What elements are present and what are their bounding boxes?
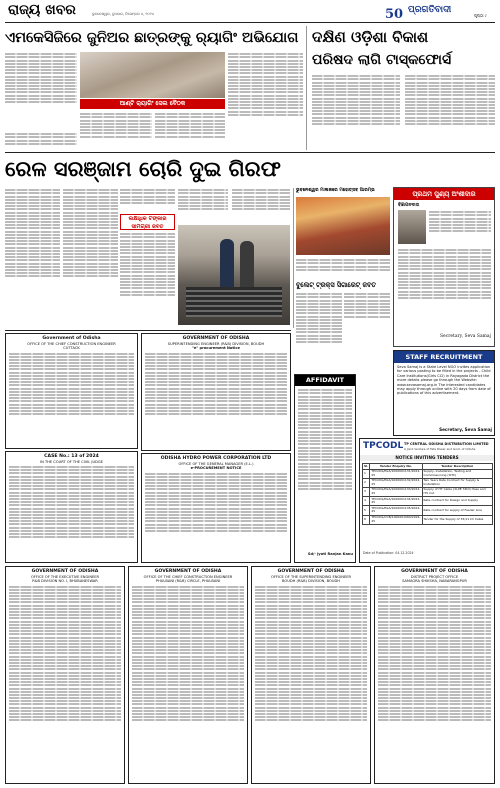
procurement-notice-sub: SUPERINTENDING ENGINEER (R&B) DIVISION, BOUDH (167, 341, 265, 346)
hydro-notice-sub2: e-PROCUREMENT NOTICE (190, 465, 242, 470)
hydro-notice-title: ODISHA HYDRO POWER CORPORATION LTD (160, 456, 272, 461)
engineer-notice (5, 333, 138, 449)
bottom-ad-1 (5, 566, 125, 784)
story3-column-3b (120, 232, 175, 328)
anniversary-signature: Secretary, Seva Samaj (439, 334, 491, 339)
bottom-ad-body (252, 583, 370, 723)
column-divider (306, 26, 307, 150)
bottom-ad-sub2: BOUDH (R&B) DIVISION, BOUDH (281, 578, 340, 583)
tpcodl-table-wrap (362, 463, 493, 525)
story3-column-2 (63, 188, 118, 328)
bottom-ad-2 (128, 566, 248, 784)
column-header: Sl. (364, 463, 369, 468)
column-divider (293, 188, 294, 328)
procurement-notice-body (142, 350, 290, 417)
anniversary-text-2 (398, 248, 491, 328)
table-cell: 3 (363, 487, 370, 496)
page-label: ପୃଷ୍ଠା ୯ (474, 13, 487, 18)
column-header: Tender Enquiry No. (370, 464, 422, 470)
table-row (363, 478, 493, 487)
story3-column-1 (5, 188, 60, 328)
story2-column-1 (312, 74, 400, 150)
story1-column-2 (80, 112, 152, 150)
bottom-ad-sub: DISTRICT PROJECT OFFICE (410, 574, 459, 579)
table-cell: Two Years Rate Contract for Supply & Installation (422, 478, 492, 487)
tpcodl-header: TP CENTRAL ODISHA DISTRIBUTION LIMITED (404, 442, 489, 446)
table-cell: TPCODL/P&S/1000001133/2024-25 (371, 487, 421, 496)
anniversary-number: 50 (385, 7, 404, 22)
table-row (363, 515, 493, 524)
affidavit-box (294, 374, 356, 563)
tpcodl-sub: A Joint Venture of Tata Power and Govt. of Odisha (404, 447, 476, 451)
table-cell: TPCODL/CCB/1000001060/2024-25 (371, 515, 421, 523)
staff-recruitment-ad (393, 350, 495, 436)
bottom-ad-sub2: SAMAGRA SHIKSHA, NABARANGPUR (402, 578, 467, 583)
bottom-ad-3 (251, 566, 371, 784)
table-cell: TPCODL/P&S/1000001132/2024-25 (371, 478, 421, 486)
paper-name: ପ୍ରଗତିବାଦୀ (408, 5, 452, 15)
festival-story (296, 258, 390, 278)
tpcodl-ad (359, 438, 495, 563)
court-notice-title: CASE No.: 13 of 2024 (44, 454, 99, 459)
first-anniversary-title: ପ୍ରଥମ ପୁଣ୍ୟ ଅଂଶୀଦାର (394, 188, 494, 200)
table-cell: 5 (363, 506, 370, 515)
anniversary-badge (385, 3, 407, 22)
procurement-notice-title: GOVERNMENT OF ODISHA (182, 336, 250, 341)
anniversary-text-1 (429, 210, 491, 244)
portrait-photo (398, 210, 426, 244)
court-notice-body (6, 464, 137, 541)
staff-ad-signature: Secretary, Seva Samaj (439, 427, 492, 432)
table-cell: 2 (363, 478, 370, 487)
story2-headline-line2: ପରିଷଦ ଲାଗି ଟାସ୍କଫୋର୍ସ (312, 52, 452, 68)
table-cell: 6 (363, 515, 370, 524)
masthead (0, 0, 500, 24)
story1-column-4 (228, 52, 303, 150)
table-cell: Rate contract for Design and Supply (422, 497, 492, 506)
bottom-ad-sub: OFFICE OF THE CHIEF CONSTRUCTION ENGINEER (143, 574, 233, 579)
procurement-notice (141, 333, 291, 451)
section-rule (5, 330, 291, 331)
bottom-ad-sub: OFFICE OF THE SUPERINTENDING ENGINEER (270, 574, 351, 579)
staff-ad-title: STAFF RECRUITMENT (394, 351, 494, 363)
festival-photo (296, 197, 390, 255)
masthead-rule (5, 22, 495, 23)
story3-subhead: ଲକ୍ଷାଧିକ ଟଙ୍କାର ସାମଗ୍ରୀ ଜବତ (120, 214, 175, 230)
table-cell: Supply, Installation, Testing and Commissioning (SITC) (422, 469, 492, 478)
bottom-ad-body (129, 583, 247, 723)
bottom-ad-body (6, 583, 124, 723)
dateline: ଭୁବନେଶ୍ୱର, ବୁଧବାର, ଡିସେମ୍ବର ୪, ୨୦୨୪ (92, 12, 154, 16)
bottom-ad-sub2: R&B DIVISION NO. I, BHUBANESWAR (32, 578, 98, 583)
engineer-notice-title: Government of Odisha (42, 336, 101, 341)
first-anniversary-box (393, 187, 495, 347)
engineer-notice-sub: OFFICE OF THE CHIEF CONSTRUCTION ENGINEER (27, 341, 116, 346)
table-cell: Tender for the Supply of 33/11 kV Cable (422, 515, 492, 524)
table-cell: TPCODL/P&S/1000001135/2024-25 (371, 505, 421, 514)
bottom-ad-title: GOVERNMENT OF ODISHA (277, 569, 345, 574)
rail-stack-image (186, 287, 282, 317)
affidavit-body (295, 387, 355, 547)
story3-photo (178, 225, 290, 325)
story3-column-4 (178, 188, 228, 223)
hydro-notice-body (142, 470, 290, 534)
bottom-ad-4 (374, 566, 495, 784)
story1-subhead: ଆଣ୍ଟି ର‌୍ୟାଗିଂ ସେଲ ବୈଠକ (80, 99, 225, 109)
bottom-ad-sub: OFFICE OF THE EXECUTIVE ENGINEER (30, 574, 100, 579)
court-notice (5, 451, 138, 563)
tpcodl-notice-title: NOTICE INVITING TENDERS (360, 455, 494, 461)
affidavit-title: AFFIDAVIT (295, 375, 355, 386)
affidavit-signature: Sd/- Jyoti Ranjan Kanu (307, 552, 353, 556)
story1-column-1 (5, 52, 77, 130)
tpcodl-table (362, 463, 493, 525)
hydro-notice-sub: OFFICE OF THE GENERAL MANAGER (E.L.) (178, 461, 254, 466)
table-cell: Rate contract for supply of Feeder Line (422, 506, 492, 515)
story2-headline-line1: ଦକ୍ଷିଣ ଓଡ଼ିଶା ବିକାଶ (312, 28, 429, 46)
story2-column-2 (405, 74, 495, 150)
table-row (363, 469, 493, 478)
staff-ad-body: Seva Samaj is a State Level NGO invites application for various posting to be filled in the projects - Child Care Institutions(Girls CCI) in Rayagada District the more details please go through the Website: www.sevasamaj.org.in The interested candidates may apply through online with 20 days from date of publications of this advertisement. (397, 365, 491, 396)
story1-headline: ଏମକେସିଜିରେ ଜୁନିଅର ଛାତ୍ରଙ୍କୁ ର‌୍ୟାଗିଂ ଅଭିଯୋଗ (5, 30, 299, 46)
bottom-ad-body (375, 583, 494, 723)
table-row (363, 487, 493, 496)
engineer-notice-body (6, 350, 137, 417)
story4-headline: ବୁଲେଟ୍ ଟ୍ରକ୍ସ ସିଗାରେଟ୍ ଜବତ (296, 281, 377, 289)
table-cell: Supply of HT Cable (XLPE 33kV) Pass and ITS Cut (422, 487, 492, 496)
table-cell: TPCODL/P&S/1000001131/2024-25 (371, 469, 421, 477)
story4-column-2 (344, 292, 390, 330)
court-notice-sub: IN THE COURT OF THE CIVIL JUDGE (40, 459, 103, 464)
procurement-notice-sub2: "e" procurement Notice (192, 345, 240, 350)
story4-column-1 (296, 292, 342, 372)
table-row (363, 497, 493, 506)
table-cell: TPCODL/P&S/1000001134/2024-25 (371, 496, 421, 505)
story3-column-3 (120, 188, 175, 212)
table-cell: 1 (363, 469, 370, 478)
person-figure (240, 241, 254, 287)
table-cell: 4 (363, 497, 370, 506)
section-title: ରାଜ୍ୟ ଖବର (8, 2, 76, 18)
first-anniversary-subtitle: ବିଜ୍ଞାପନଦାତା (398, 203, 420, 208)
section-rule (5, 152, 495, 153)
bottom-ad-title: GOVERNMENT OF ODISHA (31, 569, 99, 574)
table-row (363, 506, 493, 515)
column-header: Tender Description (422, 464, 492, 470)
person-figure (220, 239, 234, 287)
tpcodl-logo: TPCODL (363, 441, 404, 451)
engineer-notice-sub2: CUTTACK (63, 345, 80, 350)
bottom-ad-title: GOVERNMENT OF ODISHA (401, 569, 468, 574)
story3-column-5 (232, 188, 290, 223)
story1-photo (80, 52, 225, 98)
story3-headline: ରେଳ ସରଞ୍ଜାମ ଚୋରି ଦୁଇ ଗିରଫ (5, 157, 281, 181)
bottom-ad-title: GOVERNMENT OF ODISHA (154, 569, 222, 574)
story1-column-3 (155, 112, 225, 150)
bottom-ad-sub2: PHULBANI (R&B) CIRCLE, PHULBANI (155, 578, 221, 583)
tpcodl-footer: Date of Publication: 04.12.2024 (363, 551, 414, 555)
hydro-notice (141, 453, 291, 563)
bhubaneswar-strip: ଭୁବନେଶ୍ୱର ମାଳାକରେ ମହୋତ୍ସବ ଆରମ୍ଭ (296, 188, 375, 193)
story1-column-0b (5, 132, 77, 150)
